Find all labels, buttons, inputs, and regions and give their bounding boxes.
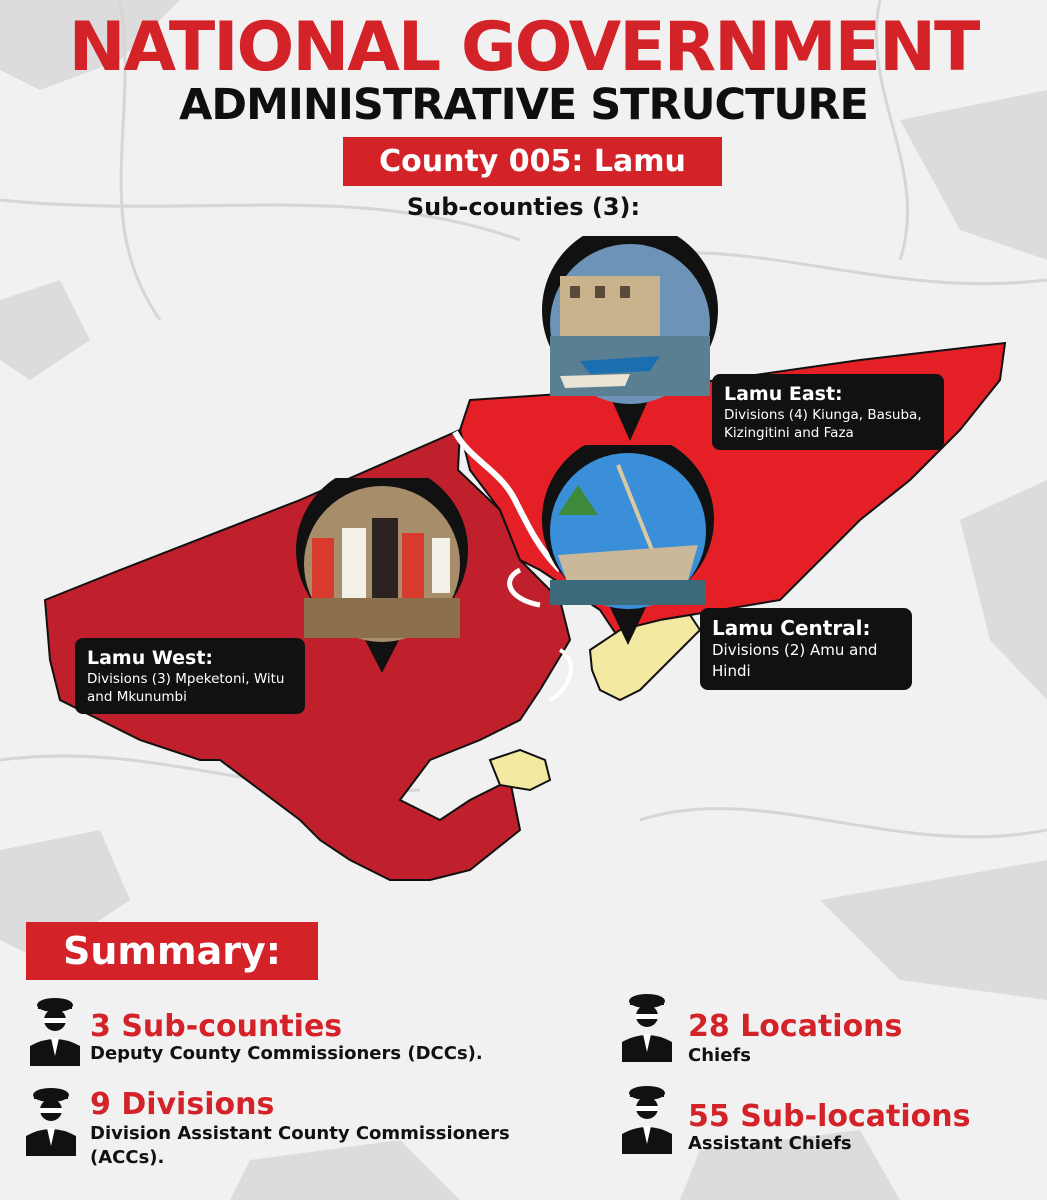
page-title: NATIONAL GOVERNMENT [68,8,979,87]
lamu-central-pin [538,445,718,650]
lamu-west-callout [75,638,305,714]
officer-icon [618,1084,676,1154]
stat-description: Assistant Chiefs [688,1133,852,1154]
lamu-east-divisions: Divisions (4) Kiunga, Basuba, Kizingitini and Faza [724,407,922,441]
manda-island [490,750,550,790]
stat-description: Division Assistant County Commissioners (ACCs). [90,1123,510,1168]
officer-icon [22,1086,80,1156]
officer-icon [618,992,676,1062]
stat-sublocations [618,1084,1028,1164]
stat-number: 3 Sub-counties [90,1009,343,1044]
lamu-west-title: Lamu West: [87,647,214,669]
lamu-central-callout [700,608,912,690]
subcounties-heading: Sub-counties (3): [406,193,641,221]
stat-number: 55 Sub-locations [688,1099,971,1134]
county-badge: County 005: Lamu [343,137,722,186]
officer-icon [26,996,84,1066]
lamu-west-divisions: Divisions (3) Mpeketoni, Witu and Mkunumbi [87,671,285,705]
lamu-west-pin [292,478,472,678]
stat-description: Chiefs [688,1045,751,1066]
lamu-county-map [0,230,1047,900]
lamu-central-title: Lamu Central: [712,616,871,640]
lamu-central-divisions: Divisions (2) Amu and Hindi [712,641,878,680]
summary-heading: Summary: [26,922,318,980]
stat-number: 28 Locations [688,1009,903,1044]
lamu-east-pin [540,236,720,446]
page-subtitle: ADMINISTRATIVE STRUCTURE [179,80,868,130]
stat-locations [618,992,1028,1064]
stat-divisions [22,1086,562,1176]
lamu-east-callout [712,374,944,450]
stat-description: Deputy County Commissioners (DCCs). [90,1043,483,1064]
stat-number: 9 Divisions [90,1087,275,1122]
stat-subcounties [26,996,546,1068]
lamu-east-title: Lamu East: [724,383,843,405]
